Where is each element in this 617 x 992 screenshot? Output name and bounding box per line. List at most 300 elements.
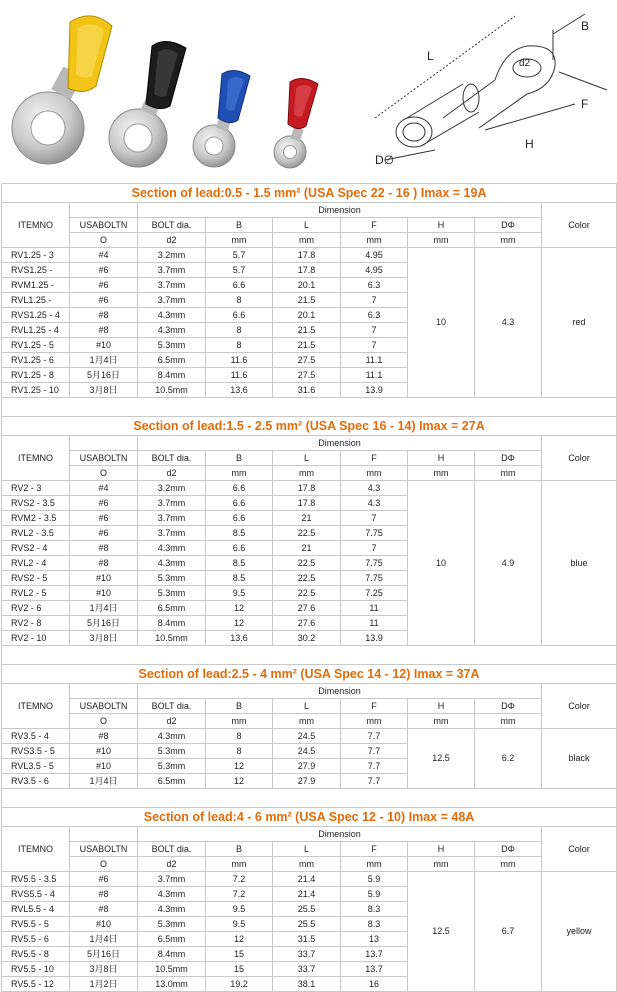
diagram-label-d2: d2 — [519, 58, 531, 69]
cell-bolt: 8.4mm — [138, 368, 206, 383]
cell-bolt: 10.5mm — [138, 383, 206, 398]
section-title: Section of lead:2.5 - 4 mm² (USA Spec 14 - 12) Imax = 37A — [2, 665, 617, 684]
cell-b: 12 — [206, 759, 273, 774]
cell-usaboltn: 3月8日 — [70, 631, 138, 646]
cell-itemno: RVM1.25 - — [2, 278, 70, 293]
dimension-header: Dimension — [138, 436, 542, 451]
unit-row — [2, 714, 617, 729]
cell-bolt: 8.4mm — [138, 616, 206, 631]
cell-l: 24.5 — [273, 744, 341, 759]
header-bolt: BOLT dia. — [138, 699, 206, 714]
cell-l: 27.5 — [273, 353, 341, 368]
cell-b: 8 — [206, 729, 273, 744]
cell-l: 31.6 — [273, 383, 341, 398]
cell-l: 17.8 — [273, 248, 341, 263]
cell-f: 16 — [341, 977, 408, 992]
cell-b: 19.2 — [206, 977, 273, 992]
unit-mm: mm — [475, 714, 542, 729]
cell-usaboltn: #6 — [70, 278, 138, 293]
unit-mm: mm — [341, 233, 408, 248]
cell-f: 4.3 — [341, 481, 408, 496]
section-gap-row — [2, 646, 617, 665]
cell-l: 21.5 — [273, 338, 341, 353]
unit-mm: mm — [206, 714, 273, 729]
cell-f: 7.7 — [341, 729, 408, 744]
header-itemno: ITEMNO — [2, 684, 70, 729]
ring-terminals-photo — [0, 0, 330, 180]
cell-itemno: RV2 - 8 — [2, 616, 70, 631]
header-usaboltn-sub: O — [70, 857, 138, 872]
cell-bolt: 5.3mm — [138, 338, 206, 353]
header-h: H — [408, 218, 475, 233]
cell-b: 6.6 — [206, 278, 273, 293]
section-gap — [2, 646, 617, 665]
cell-usaboltn: #4 — [70, 248, 138, 263]
cell-bolt: 3.7mm — [138, 293, 206, 308]
table-row — [2, 481, 617, 496]
header-bolt: BOLT dia. — [138, 842, 206, 857]
cell-usaboltn: #10 — [70, 917, 138, 932]
cell-f: 7 — [341, 338, 408, 353]
cell-usaboltn: #10 — [70, 571, 138, 586]
cell-l: 27.6 — [273, 616, 341, 631]
cell-h: 12.5 — [408, 872, 475, 992]
cell-color: red — [542, 248, 617, 398]
cell-itemno: RVL2 - 4 — [2, 556, 70, 571]
black-terminal — [109, 41, 186, 167]
cell-l: 21.4 — [273, 887, 341, 902]
spec-table — [1, 183, 617, 992]
cell-bolt: 5.3mm — [138, 917, 206, 932]
header-f: F — [341, 218, 408, 233]
table-row — [2, 729, 617, 744]
header-bolt: BOLT dia. — [138, 218, 206, 233]
cell-d: 6.7 — [475, 872, 542, 992]
cell-itemno: RV3.5 - 4 — [2, 729, 70, 744]
cell-usaboltn: 5月16日 — [70, 616, 138, 631]
unit-mm: mm — [273, 233, 341, 248]
cell-bolt: 5.3mm — [138, 586, 206, 601]
spec-sheet — [0, 183, 617, 992]
header-b: B — [206, 451, 273, 466]
cell-bolt: 3.2mm — [138, 481, 206, 496]
dimension-header-spacer — [70, 203, 138, 218]
cell-itemno: RVL2 - 3.5 — [2, 526, 70, 541]
unit-row — [2, 466, 617, 481]
section-gap-row — [2, 789, 617, 808]
cell-l: 17.8 — [273, 481, 341, 496]
cell-f: 13.7 — [341, 947, 408, 962]
column-header-row — [2, 842, 617, 857]
cell-b: 9.5 — [206, 917, 273, 932]
cell-f: 13 — [341, 932, 408, 947]
cell-b: 12 — [206, 616, 273, 631]
header-itemno: ITEMNO — [2, 827, 70, 872]
dimension-header-spacer — [70, 827, 138, 842]
header-color: Color — [542, 203, 617, 248]
cell-f: 5.9 — [341, 887, 408, 902]
section-gap — [2, 398, 617, 417]
cell-f: 8.3 — [341, 902, 408, 917]
unit-mm: mm — [206, 466, 273, 481]
unit-mm: mm — [206, 233, 273, 248]
cell-itemno: RV5.5 - 8 — [2, 947, 70, 962]
cell-l: 25.5 — [273, 917, 341, 932]
cell-f: 13.9 — [341, 383, 408, 398]
cell-l: 30.2 — [273, 631, 341, 646]
cell-l: 24.5 — [273, 729, 341, 744]
cell-bolt: 10.5mm — [138, 631, 206, 646]
cell-itemno: RVS1.25 - 4 — [2, 308, 70, 323]
dimension-header-spacer — [70, 684, 138, 699]
section-title: Section of lead:0.5 - 1.5 mm² (USA Spec 22 - 16 ) Imax = 19A — [2, 184, 617, 203]
cell-itemno: RVL1.25 - 4 — [2, 323, 70, 338]
cell-b: 6.6 — [206, 541, 273, 556]
cell-l: 21.5 — [273, 293, 341, 308]
cell-b: 15 — [206, 947, 273, 962]
cell-bolt: 4.3mm — [138, 541, 206, 556]
header-usaboltn-sub: O — [70, 233, 138, 248]
unit-row — [2, 857, 617, 872]
cell-usaboltn: #6 — [70, 511, 138, 526]
column-header-row — [2, 827, 617, 842]
cell-itemno: RVS5.5 - 4 — [2, 887, 70, 902]
section-title-row — [2, 665, 617, 684]
header-d: DΦ — [475, 699, 542, 714]
header-usaboltn: USABOLTN — [70, 218, 138, 233]
cell-itemno: RV5.5 - 10 — [2, 962, 70, 977]
unit-mm: mm — [408, 466, 475, 481]
header-l: L — [273, 218, 341, 233]
diagram-label-d: D∅ — [375, 153, 395, 167]
cell-b: 5.7 — [206, 248, 273, 263]
cell-bolt: 6.5mm — [138, 932, 206, 947]
blue-terminal — [193, 70, 250, 167]
cell-bolt: 4.3mm — [138, 556, 206, 571]
cell-l: 20.1 — [273, 278, 341, 293]
cell-usaboltn: #4 — [70, 481, 138, 496]
header-f: F — [341, 699, 408, 714]
cell-itemno: RV1.25 - 6 — [2, 353, 70, 368]
header-l: L — [273, 699, 341, 714]
table-row — [2, 872, 617, 887]
unit-mm: mm — [475, 233, 542, 248]
cell-l: 22.5 — [273, 571, 341, 586]
cell-itemno: RV5.5 - 6 — [2, 932, 70, 947]
cell-l: 27.6 — [273, 601, 341, 616]
cell-l: 17.8 — [273, 496, 341, 511]
section-title-row — [2, 417, 617, 436]
cell-usaboltn: #8 — [70, 556, 138, 571]
table-row — [2, 248, 617, 263]
cell-bolt: 3.7mm — [138, 278, 206, 293]
header-usaboltn: USABOLTN — [70, 842, 138, 857]
cell-f: 6.3 — [341, 308, 408, 323]
cell-usaboltn: #8 — [70, 308, 138, 323]
cell-b: 8 — [206, 293, 273, 308]
cell-b: 8 — [206, 338, 273, 353]
cell-b: 8.5 — [206, 556, 273, 571]
header-bolt-sub: d2 — [138, 233, 206, 248]
column-header-row — [2, 451, 617, 466]
cell-itemno: RV2 - 6 — [2, 601, 70, 616]
cell-bolt: 8.4mm — [138, 947, 206, 962]
column-header-row — [2, 684, 617, 699]
cell-b: 11.6 — [206, 353, 273, 368]
cell-f: 6.3 — [341, 278, 408, 293]
cell-l: 21 — [273, 541, 341, 556]
cell-bolt: 4.3mm — [138, 323, 206, 338]
cell-bolt: 3.7mm — [138, 526, 206, 541]
cell-usaboltn: #6 — [70, 293, 138, 308]
cell-h: 10 — [408, 481, 475, 646]
header-h: H — [408, 842, 475, 857]
cell-itemno: RVL5.5 - 4 — [2, 902, 70, 917]
unit-mm: mm — [341, 466, 408, 481]
cell-b: 13.6 — [206, 631, 273, 646]
header-l: L — [273, 842, 341, 857]
header-usaboltn: USABOLTN — [70, 699, 138, 714]
cell-f: 11.1 — [341, 368, 408, 383]
cell-b: 9.5 — [206, 586, 273, 601]
cell-h: 10 — [408, 248, 475, 398]
cell-color: black — [542, 729, 617, 789]
unit-mm: mm — [341, 714, 408, 729]
cell-l: 31.5 — [273, 932, 341, 947]
cell-usaboltn: 3月8日 — [70, 962, 138, 977]
cell-bolt: 6.5mm — [138, 601, 206, 616]
cell-l: 22.5 — [273, 556, 341, 571]
cell-itemno: RV1.25 - 5 — [2, 338, 70, 353]
cell-bolt: 6.5mm — [138, 774, 206, 789]
yellow-terminal — [12, 16, 112, 164]
header-d: DΦ — [475, 842, 542, 857]
cell-itemno: RVL1.25 - — [2, 293, 70, 308]
header-f: F — [341, 842, 408, 857]
cell-b: 8.5 — [206, 526, 273, 541]
cell-usaboltn: 1月4日 — [70, 932, 138, 947]
cell-bolt: 10.5mm — [138, 962, 206, 977]
cell-bolt: 13.0mm — [138, 977, 206, 992]
section-title-row — [2, 184, 617, 203]
cell-b: 6.6 — [206, 308, 273, 323]
cell-usaboltn: #10 — [70, 744, 138, 759]
cell-f: 11.1 — [341, 353, 408, 368]
header-d: DΦ — [475, 218, 542, 233]
cell-usaboltn: #10 — [70, 338, 138, 353]
header-usaboltn-sub: O — [70, 714, 138, 729]
header-bolt-sub: d2 — [138, 466, 206, 481]
header-bolt: BOLT dia. — [138, 451, 206, 466]
cell-itemno: RV1.25 - 3 — [2, 248, 70, 263]
cell-l: 27.5 — [273, 368, 341, 383]
header-color: Color — [542, 436, 617, 481]
cell-l: 33.7 — [273, 962, 341, 977]
product-header — [0, 0, 617, 182]
cell-f: 7 — [341, 323, 408, 338]
cell-b: 13.6 — [206, 383, 273, 398]
cell-b: 7.2 — [206, 872, 273, 887]
cell-usaboltn: 5月16日 — [70, 368, 138, 383]
header-b: B — [206, 218, 273, 233]
cell-b: 6.6 — [206, 481, 273, 496]
cell-itemno: RV5.5 - 3.5 — [2, 872, 70, 887]
header-bolt-sub: d2 — [138, 857, 206, 872]
cell-f: 11 — [341, 601, 408, 616]
cell-usaboltn: 1月4日 — [70, 774, 138, 789]
cell-itemno: RV2 - 3 — [2, 481, 70, 496]
cell-usaboltn: 1月4日 — [70, 601, 138, 616]
cell-f: 4.3 — [341, 496, 408, 511]
cell-bolt: 3.7mm — [138, 496, 206, 511]
cell-bolt: 5.3mm — [138, 759, 206, 774]
unit-mm: mm — [475, 857, 542, 872]
diagram-label-l: L — [427, 49, 434, 63]
header-itemno: ITEMNO — [2, 436, 70, 481]
header-usaboltn-sub: O — [70, 466, 138, 481]
cell-l: 21 — [273, 511, 341, 526]
cell-usaboltn: #8 — [70, 887, 138, 902]
cell-l: 21.5 — [273, 323, 341, 338]
cell-b: 6.6 — [206, 511, 273, 526]
cell-b: 7.2 — [206, 887, 273, 902]
header-b: B — [206, 842, 273, 857]
cell-itemno: RV1.25 - 8 — [2, 368, 70, 383]
cell-l: 20.1 — [273, 308, 341, 323]
cell-f: 7.7 — [341, 759, 408, 774]
cell-itemno: RV5.5 - 12 — [2, 977, 70, 992]
cell-bolt: 3.7mm — [138, 872, 206, 887]
cell-itemno: RVL3.5 - 5 — [2, 759, 70, 774]
cell-itemno: RV5.5 - 5 — [2, 917, 70, 932]
cell-h: 12.5 — [408, 729, 475, 789]
cell-b: 8 — [206, 744, 273, 759]
cell-f: 8.3 — [341, 917, 408, 932]
cell-bolt: 3.7mm — [138, 263, 206, 278]
cell-l: 25.5 — [273, 902, 341, 917]
cell-f: 7.7 — [341, 774, 408, 789]
section-title-row — [2, 808, 617, 827]
column-header-row — [2, 203, 617, 218]
diagram-label-h: H — [525, 137, 534, 151]
cell-usaboltn: 3月8日 — [70, 383, 138, 398]
unit-mm: mm — [475, 466, 542, 481]
cell-bolt: 6.5mm — [138, 353, 206, 368]
dimension-header-spacer — [70, 436, 138, 451]
header-itemno: ITEMNO — [2, 203, 70, 248]
cell-itemno: RV3.5 - 6 — [2, 774, 70, 789]
cell-f: 7.75 — [341, 526, 408, 541]
header-color: Color — [542, 684, 617, 729]
cell-b: 8.5 — [206, 571, 273, 586]
cell-usaboltn: #8 — [70, 902, 138, 917]
cell-f: 4.95 — [341, 248, 408, 263]
unit-row — [2, 233, 617, 248]
unit-mm: mm — [408, 233, 475, 248]
cell-usaboltn: #8 — [70, 323, 138, 338]
cell-l: 21.4 — [273, 872, 341, 887]
unit-mm: mm — [408, 714, 475, 729]
cell-f: 13.9 — [341, 631, 408, 646]
cell-itemno: RV1.25 - 10 — [2, 383, 70, 398]
cell-usaboltn: #6 — [70, 526, 138, 541]
column-header-row — [2, 436, 617, 451]
cell-bolt: 4.3mm — [138, 308, 206, 323]
cell-b: 6.6 — [206, 496, 273, 511]
cell-usaboltn: 5月16日 — [70, 947, 138, 962]
cell-usaboltn: 1月2日 — [70, 977, 138, 992]
column-header-row — [2, 218, 617, 233]
cell-f: 5.9 — [341, 872, 408, 887]
cell-itemno: RVS1.25 - — [2, 263, 70, 278]
unit-mm: mm — [273, 714, 341, 729]
cell-b: 9.5 — [206, 902, 273, 917]
unit-mm: mm — [273, 466, 341, 481]
dimension-diagram — [345, 0, 615, 180]
cell-l: 22.5 — [273, 526, 341, 541]
cell-b: 11.6 — [206, 368, 273, 383]
cell-f: 7 — [341, 511, 408, 526]
cell-bolt: 5.3mm — [138, 571, 206, 586]
section-title: Section of lead:1.5 - 2.5 mm² (USA Spec 16 - 14) Imax = 27A — [2, 417, 617, 436]
column-header-row — [2, 699, 617, 714]
cell-f: 7.7 — [341, 744, 408, 759]
cell-bolt: 4.3mm — [138, 887, 206, 902]
cell-d: 4.3 — [475, 248, 542, 398]
cell-b: 8 — [206, 323, 273, 338]
header-color: Color — [542, 827, 617, 872]
cell-itemno: RV2 - 10 — [2, 631, 70, 646]
header-bolt-sub: d2 — [138, 714, 206, 729]
diagram-label-b: B — [581, 19, 590, 33]
section-gap — [2, 789, 617, 808]
cell-itemno: RVM2 - 3.5 — [2, 511, 70, 526]
header-l: L — [273, 451, 341, 466]
cell-usaboltn: #6 — [70, 496, 138, 511]
cell-l: 27.9 — [273, 774, 341, 789]
cell-d: 4.9 — [475, 481, 542, 646]
cell-itemno: RVS3.5 - 5 — [2, 744, 70, 759]
dimension-header: Dimension — [138, 203, 542, 218]
cell-usaboltn: #8 — [70, 729, 138, 744]
section-title: Section of lead:4 - 6 mm² (USA Spec 12 - 10) Imax = 48A — [2, 808, 617, 827]
cell-usaboltn: 1月4日 — [70, 353, 138, 368]
diagram-label-f: F — [581, 97, 589, 111]
unit-mm: mm — [206, 857, 273, 872]
cell-d: 6.2 — [475, 729, 542, 789]
cell-bolt: 3.7mm — [138, 511, 206, 526]
cell-f: 7 — [341, 293, 408, 308]
cell-l: 33.7 — [273, 947, 341, 962]
cell-itemno: RVL2 - 5 — [2, 586, 70, 601]
cell-usaboltn: #6 — [70, 872, 138, 887]
cell-f: 7.75 — [341, 571, 408, 586]
cell-bolt: 4.3mm — [138, 902, 206, 917]
cell-bolt: 4.3mm — [138, 729, 206, 744]
cell-b: 12 — [206, 932, 273, 947]
cell-color: blue — [542, 481, 617, 646]
cell-bolt: 5.3mm — [138, 744, 206, 759]
section-gap-row — [2, 398, 617, 417]
cell-f: 7 — [341, 541, 408, 556]
cell-b: 12 — [206, 601, 273, 616]
header-h: H — [408, 699, 475, 714]
header-f: F — [341, 451, 408, 466]
unit-mm: mm — [341, 857, 408, 872]
red-terminal — [274, 78, 318, 168]
cell-l: 17.8 — [273, 263, 341, 278]
cell-l: 38.1 — [273, 977, 341, 992]
